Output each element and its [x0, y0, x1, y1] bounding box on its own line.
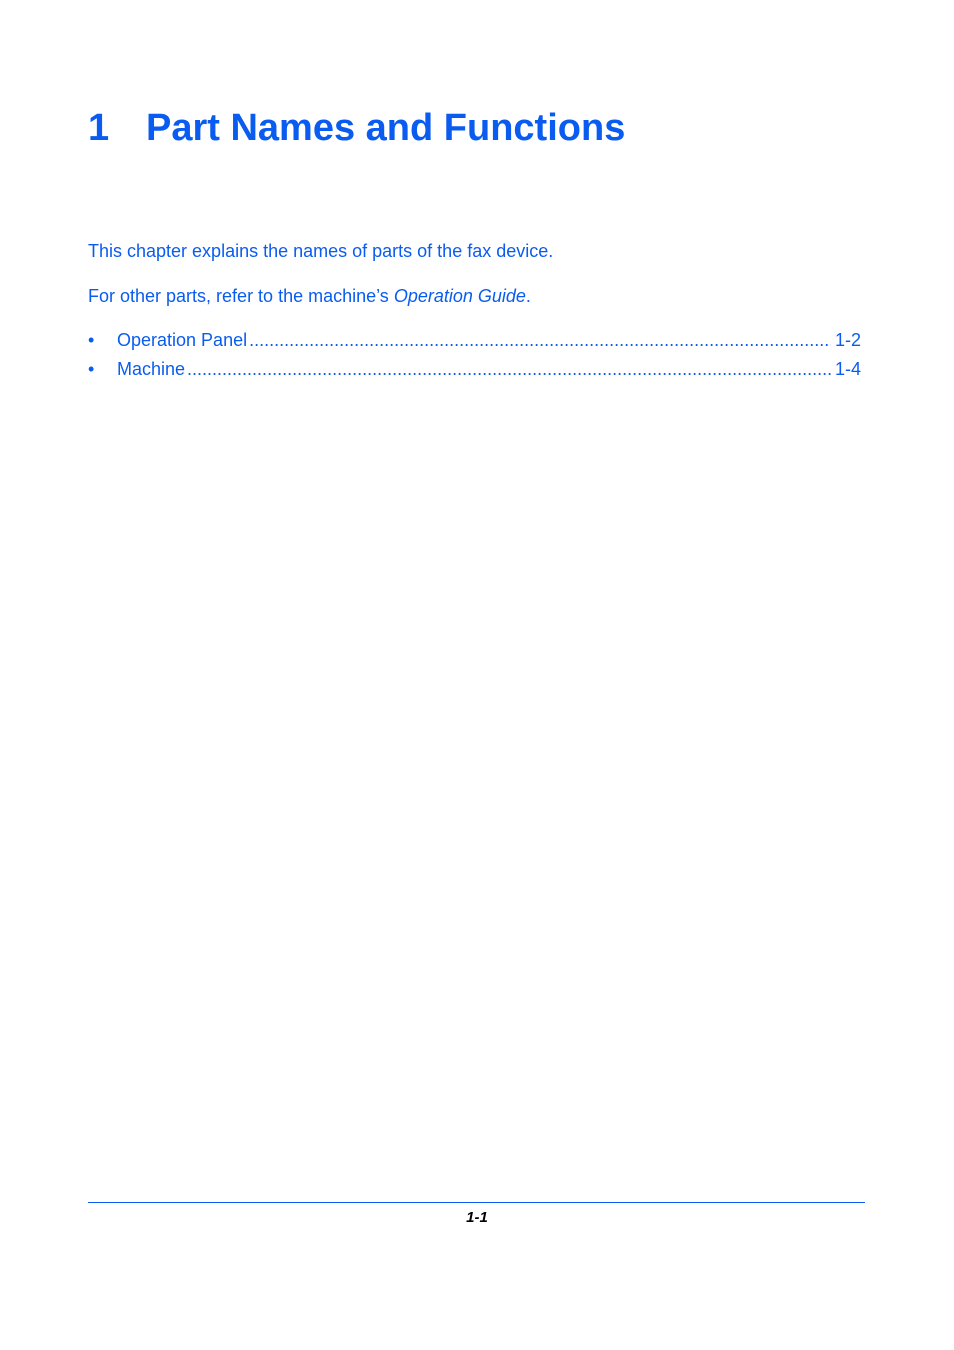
toc-link-machine[interactable]: [88, 358, 861, 380]
reference-paragraph: [88, 285, 531, 307]
bullet: •: [88, 359, 95, 379]
toc-label: Machine: [117, 359, 186, 379]
toc-page-number: 1-2: [834, 330, 861, 350]
toc-label: Operation Panel: [117, 330, 248, 350]
toc-link-operation-panel[interactable]: [88, 329, 861, 351]
footer-page-number: 1-1: [466, 1209, 488, 1226]
chapter-heading: [88, 104, 625, 152]
chapter-number: 1: [88, 107, 110, 149]
reference-prefix: For other parts, refer to the machine’s: [88, 286, 394, 306]
intro-paragraph: This chapter explains the names of parts of the fax device.: [88, 241, 554, 261]
operation-guide-reference: Operation Guide: [393, 286, 526, 306]
reference-suffix: .: [525, 286, 531, 306]
chapter-title: Part Names and Functions: [146, 107, 626, 149]
dot-leader: [249, 329, 831, 351]
bullet: •: [88, 330, 95, 350]
footer-divider: [88, 1202, 865, 1203]
dot-leader: [187, 358, 831, 380]
toc-page-number: 1-4: [834, 359, 861, 379]
